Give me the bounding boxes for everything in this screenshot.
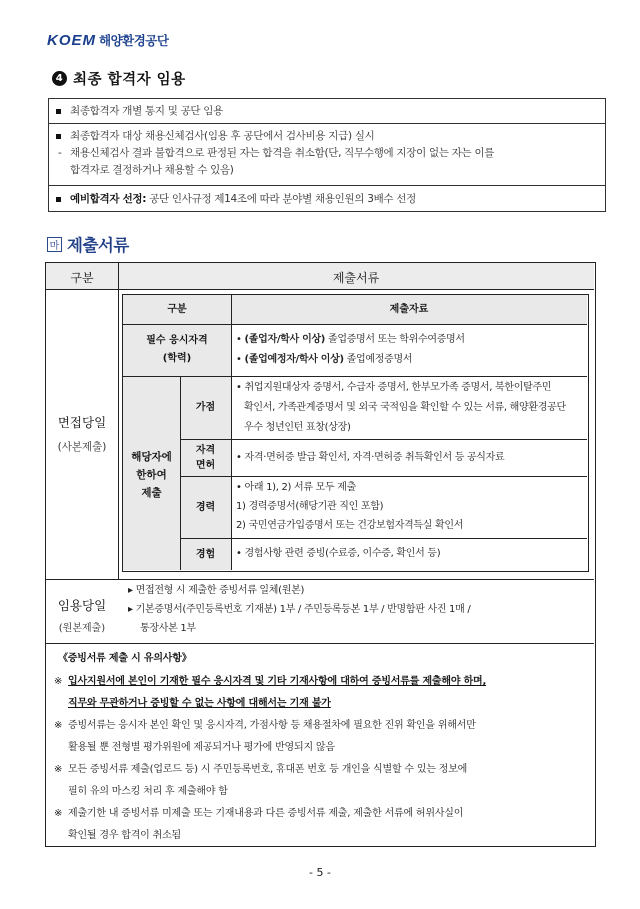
dash-bullet: - xyxy=(58,147,62,159)
note-4-line-1: 제출기한 내 증빙서류 미제출 또는 기재내용과 다른 증빙서류 제출, 제출한 서류에 허위사실이 xyxy=(68,808,464,819)
notes-title: 《증빙서류 제출 시 유의사항》 xyxy=(58,653,192,664)
page-number: - 5 - xyxy=(309,866,331,879)
bullet-bold-text: 예비합격자 선정: xyxy=(70,193,147,205)
sub-bullet-text: 합격자로 결정하거나 채용할 수 있음) xyxy=(70,164,234,176)
note-3-line-2: 필히 유의 마스킹 처리 후 제출해야 함 xyxy=(68,786,228,797)
required-qualification-label: 필수 응시자격 xyxy=(146,335,208,346)
appointment-doc-line: ▸ 기본증명서(주민등록번호 기재분) 1부 / 주민등록등본 1부 / 반명함판 사진 1매 / xyxy=(128,604,471,615)
bonus-doc-line: • 취업지원대상자 증명서, 수급자 증명서, 한부모가족 증명서, 북한이탈주민 xyxy=(236,382,552,393)
note-mark: ※ xyxy=(54,720,63,731)
applicable-only-label: 해당자에 한하여 제출 xyxy=(131,451,172,499)
note-mark: ※ xyxy=(54,808,63,819)
square-bullet-icon xyxy=(56,197,61,202)
bonus-points-label: 가점 xyxy=(195,402,216,413)
note-2-line-1: 증빙서류는 응시자 본인 확인 및 응시자격, 가점사항 등 채용절차에 필요한 진위 확인을 위해서만 xyxy=(68,720,476,731)
section-badge: 마 xyxy=(47,237,62,252)
note-1-line-1: 입사지원서에 본인이 기재한 필수 응시자격 및 기타 기재사항에 대하여 증빙서류를 제출해야 하며, xyxy=(68,676,487,687)
section-4-heading xyxy=(52,68,186,89)
bullet-text: 최종합격자 개별 통지 및 공단 임용 xyxy=(70,105,223,117)
required-qualification-sub: (학력) xyxy=(162,353,192,364)
bullet-box-2 xyxy=(48,123,606,185)
required-doc-line: • (졸업예정자/학사 이상) 졸업예정증명서 xyxy=(236,354,413,365)
section-m-title: 제출서류 xyxy=(67,236,129,255)
logo-text: 해양환경공단 xyxy=(99,33,169,48)
square-bullet-icon xyxy=(56,109,61,114)
required-doc-line: • (졸업자/학사 이상) 졸업증명서 또는 학위수여증명서 xyxy=(236,334,465,345)
interview-day-sub: (사본제출) xyxy=(57,441,107,453)
career-label: 경력 xyxy=(195,502,216,513)
appointment-doc-line: ▸ 면접전형 시 제출한 증빙서류 일체(원본) xyxy=(128,585,305,596)
square-bullet-icon xyxy=(56,134,61,139)
interview-documents-subtable xyxy=(122,294,589,572)
career-doc-line: • 아래 1), 2) 서류 모두 제출 xyxy=(236,482,356,493)
note-mark: ※ xyxy=(54,764,63,775)
section-4-title: 최종 합격자 임용 xyxy=(73,72,186,88)
experience-doc-line: • 경험사항 관련 증빙(수료증, 이수증, 확인서 등) xyxy=(236,548,441,559)
appointment-day-sub: (원본제출) xyxy=(58,623,106,634)
experience-label: 경험 xyxy=(195,549,216,560)
appointment-doc-line: 통장사본 1부 xyxy=(140,623,196,634)
bullet-text: 최종합격자 대상 채용신체검사(임용 후 공단에서 검사비용 지급) 실시 xyxy=(70,130,375,142)
note-1-line-2: 직무와 무관하거나 증빙할 수 없는 사항에 대해서는 기재 불가 xyxy=(68,698,331,709)
interview-day-label: 면접당일 xyxy=(57,415,107,430)
bonus-doc-line: 우수 청년인턴 표창(상장) xyxy=(244,422,351,433)
career-doc-line: 1) 경력증명서(해당기관 직인 포함) xyxy=(236,501,384,512)
note-3-line-1: 모든 증빙서류 제출(업로드 등) 시 주민등록번호, 휴대폰 번호 등 개인을 식별할 수 있는 정보에 xyxy=(68,764,468,775)
note-mark: ※ xyxy=(54,676,63,687)
note-4-line-2: 확인될 경우 합격이 취소됨 xyxy=(68,830,181,841)
bullet-box-3 xyxy=(48,185,606,212)
sub-bullet-text: 채용신체검사 결과 불합격으로 판정된 자는 합격을 취소함(단, 직무수행에 지장이 없는 자는 이를 xyxy=(70,147,495,159)
bonus-doc-line: 확인서, 가족관계증명서 및 외국 국적임을 확인할 수 있는 서류, 해양환경공단 xyxy=(244,402,566,413)
section-number-badge: 4 xyxy=(52,71,67,86)
note-2-line-2: 활용될 뿐 전형별 평가위원에 제공되거나 평가에 반영되지 않음 xyxy=(68,742,335,753)
license-label: 자격 면허 xyxy=(195,445,216,471)
appointment-day-label: 임용당일 xyxy=(57,598,107,613)
col-header-documents: 제출서류 xyxy=(332,271,380,285)
career-doc-line: 2) 국민연금가입증명서 또는 건강보험자격득실 확인서 xyxy=(236,520,464,531)
inner-header-category: 구분 xyxy=(167,304,187,315)
col-header-category: 구분 xyxy=(70,271,94,285)
company-logo xyxy=(47,31,168,49)
bullet-text: 공단 인사규정 제14조에 따라 분야별 채용인원의 3배수 선정 xyxy=(146,193,416,205)
logo-mark: KOEM xyxy=(47,31,96,49)
inner-header-materials: 제출자료 xyxy=(389,304,429,315)
section-m-heading xyxy=(47,232,129,256)
bullet-box-1 xyxy=(48,98,606,123)
license-doc-line: • 자격·면허증 발급 확인서, 자격·면허증 취득확인서 등 공식자료 xyxy=(236,452,505,463)
